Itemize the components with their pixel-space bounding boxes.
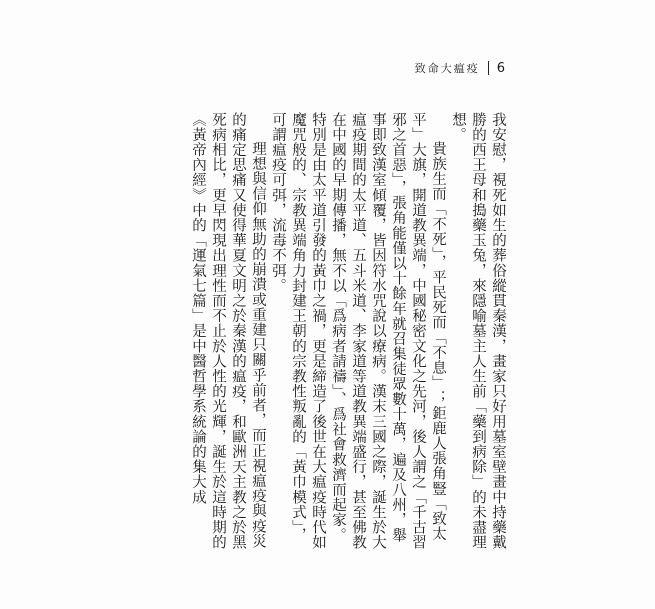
paragraph-1: 我安慰，視死如生的葬俗縱貫秦漢，畫家只好用墓室壁畫中持藥戴勝的西王母和搗藥玉兔，來隱喻墓主人生前「藥到病除」的未盡理想。 [450,112,506,550]
book-title: 致命大瘟疫 [414,62,480,75]
running-header [415,60,505,76]
vertical-body-text [190,112,508,552]
header-divider [488,61,489,75]
paragraph-2: 貴族生而「不死」，平民死而「不息」；鉅鹿人張角豎「致太平」大旗，開道教異端，中國秘密文化之先河，後人謂之「千古習邪之首惡」，張角能僅以十餘年就召集徒眾數十萬，遍及八州，舉事即致漢室傾覆，皆因符水咒說以療病。漢末三國之際，誕生於大瘟疫期間的太平道、五斗米道、李家道等道教異端盛行，甚至佛教在中國的早期傳播，無不以「爲病者請禱」、爲社會救濟而起家。特別是由太平道引發的黃巾之禍，更是締造了後世在大瘟疫時代如魔咒般的、宗教異端角力封建王朝的宗教性叛亂的「黃巾模式」，可謂瘟疫可弭，流毒不弭。 [270,112,446,550]
paragraph-3: 理想與信仰無助的崩潰或重建只關乎前者，而正視瘟疫與疫災的痛定思痛又使得華夏文明之於秦漢的瘟疫，和歐洲天主教之於黑死病相比，更早閃現出理性而不止於人性的光輝，誕生於這時期的《黃帝內經》中的「運氣七篇」是中醫哲學系統論的集大成 [190,112,266,550]
page-number: 6 [496,60,505,76]
